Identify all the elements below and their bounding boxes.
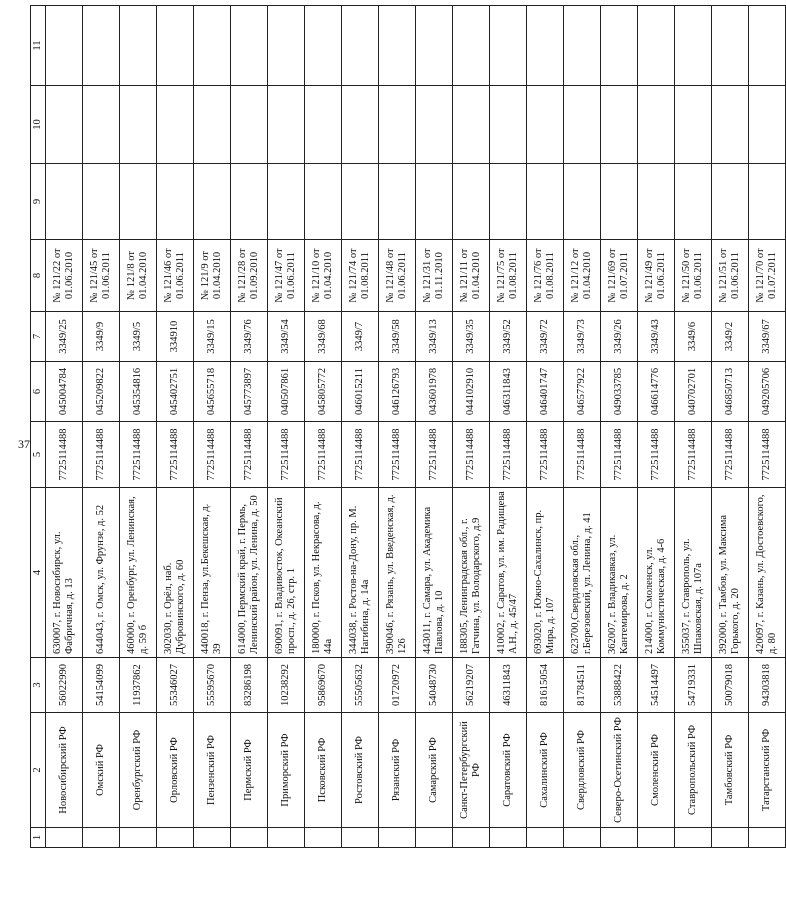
empty-cell: [638, 164, 675, 240]
column-number-row: [31, 6, 46, 848]
okpo-cell: 55595670: [194, 658, 231, 713]
empty-cell: [490, 164, 527, 240]
empty-cell: [231, 86, 268, 164]
table-row: [379, 6, 416, 848]
kpp-cell: 043601978: [416, 362, 453, 422]
empty-cell: [379, 164, 416, 240]
kpp-cell: 045004784: [46, 362, 83, 422]
inn-cell: 7725114488: [46, 422, 83, 488]
table-row: [675, 6, 712, 848]
code-cell: 3349/5: [120, 312, 157, 362]
empty-cell: [527, 6, 564, 86]
code-cell: 3349/68: [305, 312, 342, 362]
empty-cell: [416, 86, 453, 164]
empty-cell: [564, 6, 601, 86]
code-cell: 3349/73: [564, 312, 601, 362]
kpp-cell: 049205706: [749, 362, 786, 422]
inn-cell: 7725114488: [490, 422, 527, 488]
region-cell: Свердловский РФ: [564, 713, 601, 828]
inn-cell: 7725114488: [638, 422, 675, 488]
address-cell: 362007, г. Владикавказ, ул. Кантемирова, д. 2: [601, 488, 638, 658]
region-cell: Самарский РФ: [416, 713, 453, 828]
column-number: 10: [31, 86, 46, 164]
region-cell: Орловский РФ: [157, 713, 194, 828]
empty-cell: [379, 6, 416, 86]
order-cell: № 121/11 от 01.04.2010: [453, 240, 490, 312]
table-row: [712, 6, 749, 848]
kpp-cell: 046015211: [342, 362, 379, 422]
row-index-cell: [749, 828, 786, 848]
code-cell: 3349/52: [490, 312, 527, 362]
region-cell: Санкт-Петербургский РФ: [453, 713, 490, 828]
kpp-cell: 046577922: [564, 362, 601, 422]
region-cell: Саратовский РФ: [490, 713, 527, 828]
order-cell: № 121/70 от 01.07.2011: [749, 240, 786, 312]
table-row: [416, 6, 453, 848]
region-cell: Омский РФ: [83, 713, 120, 828]
code-cell: 3349/43: [638, 312, 675, 362]
okpo-cell: 83286198: [231, 658, 268, 713]
code-cell: 3349/7: [342, 312, 379, 362]
empty-cell: [194, 86, 231, 164]
address-cell: 344038, г. Ростов-на-Дону, пр. М. Нагибина, д. 14а: [342, 488, 379, 658]
kpp-cell: 046401747: [527, 362, 564, 422]
okpo-cell: 50079018: [712, 658, 749, 713]
row-index-cell: [157, 828, 194, 848]
inn-cell: 7725114488: [675, 422, 712, 488]
row-index-cell: [712, 828, 749, 848]
row-index-cell: [231, 828, 268, 848]
row-index-cell: [564, 828, 601, 848]
order-cell: № 121/10 от 01.04.2010: [305, 240, 342, 312]
code-cell: 3349/76: [231, 312, 268, 362]
column-number: 1: [31, 828, 46, 848]
empty-cell: [749, 164, 786, 240]
row-index-cell: [675, 828, 712, 848]
table-body: [46, 6, 786, 848]
order-cell: № 121/9 от 01.04.2010: [194, 240, 231, 312]
okpo-cell: 54514497: [638, 658, 675, 713]
order-cell: № 121/76 от 01.08.2011: [527, 240, 564, 312]
code-cell: 3349/35: [453, 312, 490, 362]
order-cell: № 121/22 от 01.06.2010: [46, 240, 83, 312]
row-index-cell: [416, 828, 453, 848]
empty-cell: [194, 164, 231, 240]
table-row: [268, 6, 305, 848]
order-cell: № 121/74 от 01.08.2011: [342, 240, 379, 312]
region-cell: Тамбовский РФ: [712, 713, 749, 828]
region-cell: Ростовский РФ: [342, 713, 379, 828]
table-row: [342, 6, 379, 848]
kpp-cell: 046311843: [490, 362, 527, 422]
inn-cell: 7725114488: [564, 422, 601, 488]
region-cell: Северо-Осетинский РФ: [601, 713, 638, 828]
inn-cell: 7725114488: [120, 422, 157, 488]
address-cell: 460000, г. Оренбург, ул. Ленинская, д. 59 б: [120, 488, 157, 658]
inn-cell: 7725114488: [268, 422, 305, 488]
code-cell: 3349/58: [379, 312, 416, 362]
empty-cell: [268, 164, 305, 240]
address-cell: 390046, г. Рязань, ул. Введенская, д. 126: [379, 488, 416, 658]
empty-cell: [305, 164, 342, 240]
order-cell: № 121/8 от 01.04.2010: [120, 240, 157, 312]
empty-cell: [46, 164, 83, 240]
inn-cell: 7725114488: [379, 422, 416, 488]
column-number: 9: [31, 164, 46, 240]
row-index-cell: [305, 828, 342, 848]
okpo-cell: 01720972: [379, 658, 416, 713]
table-row: [194, 6, 231, 848]
kpp-cell: 040702701: [675, 362, 712, 422]
row-index-cell: [527, 828, 564, 848]
table-row: [83, 6, 120, 848]
address-cell: 630007, г. Новосибирск, ул. Фабричная, д. 13: [46, 488, 83, 658]
empty-cell: [527, 86, 564, 164]
okpo-cell: 56022990: [46, 658, 83, 713]
branches-table: [30, 5, 786, 848]
order-cell: № 121/45 от 01.06.2011: [83, 240, 120, 312]
region-cell: Пензенский РФ: [194, 713, 231, 828]
empty-cell: [675, 6, 712, 86]
code-cell: 3349/13: [416, 312, 453, 362]
address-cell: 355037, г. Ставрополь, ул. Шпаковская, д. 107а: [675, 488, 712, 658]
code-cell: 3349/6: [675, 312, 712, 362]
empty-cell: [342, 6, 379, 86]
inn-cell: 7725114488: [527, 422, 564, 488]
inn-cell: 7725114488: [453, 422, 490, 488]
empty-cell: [305, 86, 342, 164]
order-cell: № 121/75 от 01.08.2011: [490, 240, 527, 312]
inn-cell: 7725114488: [749, 422, 786, 488]
empty-cell: [490, 86, 527, 164]
column-number: 5: [31, 422, 46, 488]
inn-cell: 7725114488: [712, 422, 749, 488]
empty-cell: [453, 86, 490, 164]
row-index-cell: [194, 828, 231, 848]
empty-cell: [157, 6, 194, 86]
empty-cell: [675, 86, 712, 164]
kpp-cell: 049033785: [601, 362, 638, 422]
okpo-cell: 54154099: [83, 658, 120, 713]
empty-cell: [527, 164, 564, 240]
okpo-cell: 94303818: [749, 658, 786, 713]
table-row: [46, 6, 83, 848]
code-cell: 3349/72: [527, 312, 564, 362]
order-cell: № 121/69 от 01.07.2011: [601, 240, 638, 312]
inn-cell: 7725114488: [305, 422, 342, 488]
kpp-cell: 046614776: [638, 362, 675, 422]
row-index-cell: [268, 828, 305, 848]
empty-cell: [342, 164, 379, 240]
column-number: 11: [31, 6, 46, 86]
order-cell: № 121/31 от 01.11.2010: [416, 240, 453, 312]
okpo-cell: 10238292: [268, 658, 305, 713]
address-cell: 644043, г. Омск, ул. Фрунзе, д. 52: [83, 488, 120, 658]
empty-cell: [268, 86, 305, 164]
table-row: [453, 6, 490, 848]
empty-cell: [157, 86, 194, 164]
empty-cell: [231, 6, 268, 86]
column-number: 2: [31, 713, 46, 828]
region-cell: Татарстанский РФ: [749, 713, 786, 828]
region-cell: Пермский РФ: [231, 713, 268, 828]
kpp-cell: 045354816: [120, 362, 157, 422]
code-cell: 334910: [157, 312, 194, 362]
region-cell: Новосибирский РФ: [46, 713, 83, 828]
row-index-cell: [120, 828, 157, 848]
empty-cell: [268, 6, 305, 86]
empty-cell: [416, 164, 453, 240]
empty-cell: [231, 164, 268, 240]
column-number: 6: [31, 362, 46, 422]
kpp-cell: 045773897: [231, 362, 268, 422]
kpp-cell: 046850713: [712, 362, 749, 422]
column-number: 3: [31, 658, 46, 713]
kpp-cell: 040507861: [268, 362, 305, 422]
column-number: 4: [31, 488, 46, 658]
kpp-cell: 044102910: [453, 362, 490, 422]
order-cell: № 121/49 от 01.06.2011: [638, 240, 675, 312]
inn-cell: 7725114488: [601, 422, 638, 488]
address-cell: 188305, Ленинградская обл., г. Гатчина, ул. Володарского, д.9: [453, 488, 490, 658]
page-number: 37: [18, 437, 30, 451]
region-cell: Приморский РФ: [268, 713, 305, 828]
row-index-cell: [490, 828, 527, 848]
region-cell: Псковский РФ: [305, 713, 342, 828]
region-cell: Смоленский РФ: [638, 713, 675, 828]
empty-cell: [675, 164, 712, 240]
kpp-cell: 045209822: [83, 362, 120, 422]
code-cell: 3349/26: [601, 312, 638, 362]
table-row: [490, 6, 527, 848]
address-cell: 214000, г. Смоленск, ул. Коммунистическая, д. 4-6: [638, 488, 675, 658]
row-index-cell: [601, 828, 638, 848]
empty-cell: [638, 6, 675, 86]
row-index-cell: [46, 828, 83, 848]
region-cell: Оренбургский РФ: [120, 713, 157, 828]
inn-cell: 7725114488: [157, 422, 194, 488]
order-cell: № 121/48 от 01.06.2011: [379, 240, 416, 312]
okpo-cell: 54719331: [675, 658, 712, 713]
order-cell: № 121/51 от 01.06.2011: [712, 240, 749, 312]
empty-cell: [601, 164, 638, 240]
order-cell: № 121/47 от 01.06.2011: [268, 240, 305, 312]
order-cell: № 121/28 от 01.09.2010: [231, 240, 268, 312]
address-cell: 690091, г. Владивосток, Океанский просп., д. 26, стр. 1: [268, 488, 305, 658]
empty-cell: [601, 86, 638, 164]
okpo-cell: 55346027: [157, 658, 194, 713]
code-cell: 3349/2: [712, 312, 749, 362]
empty-cell: [749, 6, 786, 86]
row-index-cell: [453, 828, 490, 848]
code-cell: 3349/25: [46, 312, 83, 362]
table-row: [527, 6, 564, 848]
empty-cell: [453, 6, 490, 86]
table-row: [564, 6, 601, 848]
table-row: [305, 6, 342, 848]
inn-cell: 7725114488: [342, 422, 379, 488]
row-index-cell: [83, 828, 120, 848]
region-cell: Рязанский РФ: [379, 713, 416, 828]
empty-cell: [453, 164, 490, 240]
empty-cell: [83, 6, 120, 86]
rotated-page: [30, 6, 778, 848]
empty-cell: [194, 6, 231, 86]
region-cell: Сахалинский РФ: [527, 713, 564, 828]
empty-cell: [749, 86, 786, 164]
code-cell: 3349/9: [83, 312, 120, 362]
empty-cell: [120, 86, 157, 164]
address-cell: 440018, г. Пенза, ул.Бекешская, д. 39: [194, 488, 231, 658]
order-cell: № 121/50 от 01.06.2011: [675, 240, 712, 312]
empty-cell: [342, 86, 379, 164]
table-row: [749, 6, 786, 848]
address-cell: 420097, г. Казань, ул. Достоевского, д. 80: [749, 488, 786, 658]
okpo-cell: 95869670: [305, 658, 342, 713]
table-row: [157, 6, 194, 848]
address-cell: 410002, г. Саратов, ул. им. Радищева А.Н., д. 45/47: [490, 488, 527, 658]
address-cell: 302030, г. Орёл, наб. Дубровинского, д. 60: [157, 488, 194, 658]
okpo-cell: 56219207: [453, 658, 490, 713]
inn-cell: 7725114488: [83, 422, 120, 488]
address-cell: 693020, г. Южно-Сахалинск, пр. Мира, д. 107: [527, 488, 564, 658]
empty-cell: [46, 6, 83, 86]
okpo-cell: 46311843: [490, 658, 527, 713]
order-cell: № 121/46 от 01.06.2011: [157, 240, 194, 312]
okpo-cell: 53888422: [601, 658, 638, 713]
empty-cell: [490, 6, 527, 86]
column-number: 8: [31, 240, 46, 312]
order-cell: № 121/12 от 01.04.2010: [564, 240, 601, 312]
empty-cell: [416, 6, 453, 86]
table-row: [231, 6, 268, 848]
kpp-cell: 045805772: [305, 362, 342, 422]
region-cell: Ставропольский РФ: [675, 713, 712, 828]
address-cell: 623700,Свердловская обл., г.Березовский, ул. Ленина, д. 41: [564, 488, 601, 658]
empty-cell: [601, 6, 638, 86]
inn-cell: 7725114488: [194, 422, 231, 488]
empty-cell: [46, 86, 83, 164]
inn-cell: 7725114488: [231, 422, 268, 488]
empty-cell: [157, 164, 194, 240]
empty-cell: [379, 86, 416, 164]
table-row: [601, 6, 638, 848]
okpo-cell: 81615054: [527, 658, 564, 713]
row-index-cell: [638, 828, 675, 848]
empty-cell: [564, 86, 601, 164]
empty-cell: [712, 6, 749, 86]
empty-cell: [712, 86, 749, 164]
empty-cell: [638, 86, 675, 164]
inn-cell: 7725114488: [416, 422, 453, 488]
address-cell: 392000, г. Тамбов, ул. Максима Горького, д. 20: [712, 488, 749, 658]
empty-cell: [83, 86, 120, 164]
kpp-cell: 046126793: [379, 362, 416, 422]
empty-cell: [120, 164, 157, 240]
address-cell: 614000, Пермский край, г. Пермь, Ленинский район, ул. Ленина, д. 50: [231, 488, 268, 658]
kpp-cell: 045402751: [157, 362, 194, 422]
okpo-cell: 55505632: [342, 658, 379, 713]
code-cell: 3349/15: [194, 312, 231, 362]
empty-cell: [305, 6, 342, 86]
row-index-cell: [379, 828, 416, 848]
code-cell: 3349/54: [268, 312, 305, 362]
column-number: 7: [31, 312, 46, 362]
kpp-cell: 045655718: [194, 362, 231, 422]
okpo-cell: 54048730: [416, 658, 453, 713]
empty-cell: [712, 164, 749, 240]
okpo-cell: 81784511: [564, 658, 601, 713]
address-cell: 180000, г. Псков, ул. Некрасова, д. 44а: [305, 488, 342, 658]
address-cell: 443011, г. Самара, ул. Академика Павлова, д. 10: [416, 488, 453, 658]
empty-cell: [120, 6, 157, 86]
table-row: [120, 6, 157, 848]
okpo-cell: 11937862: [120, 658, 157, 713]
row-index-cell: [342, 828, 379, 848]
empty-cell: [564, 164, 601, 240]
table-row: [638, 6, 675, 848]
code-cell: 3349/67: [749, 312, 786, 362]
empty-cell: [83, 164, 120, 240]
